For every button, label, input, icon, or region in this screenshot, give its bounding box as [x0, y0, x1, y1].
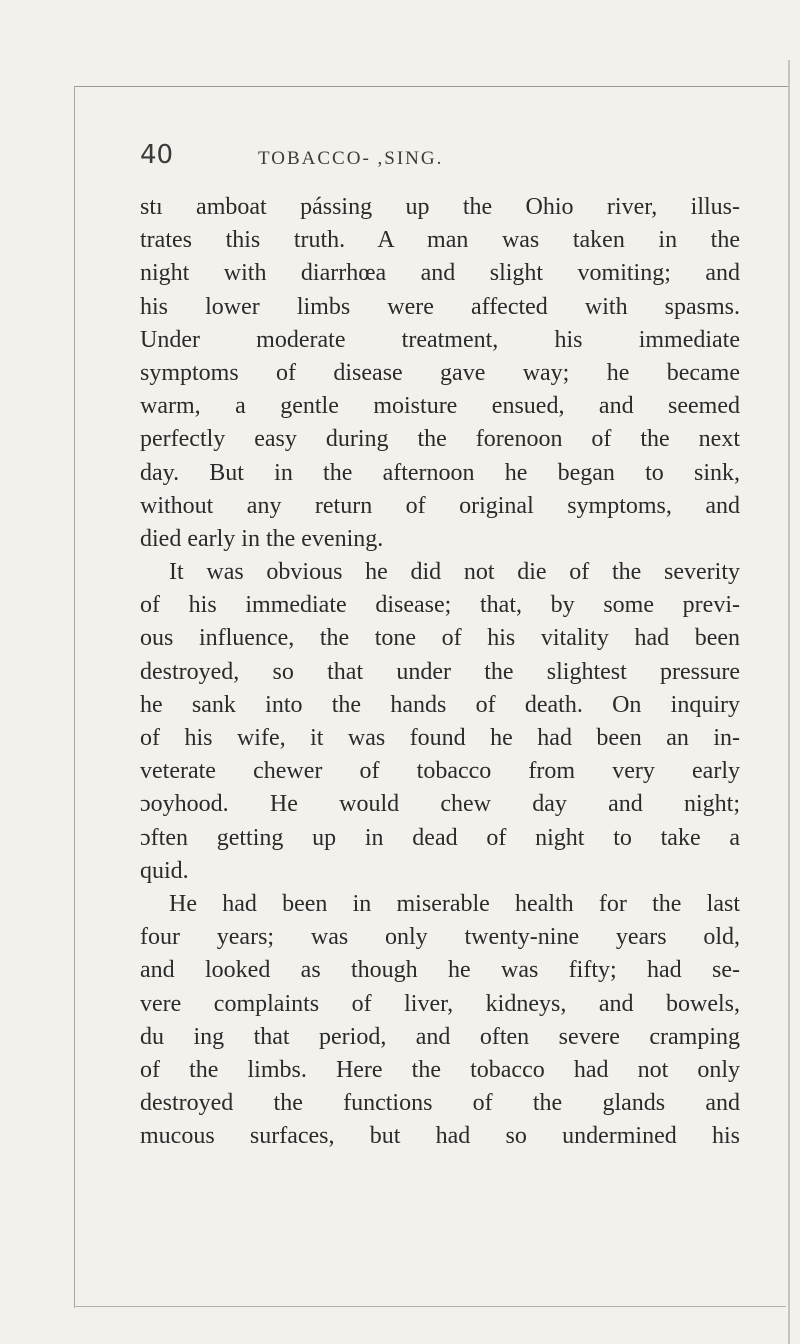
running-title: TOBACCO- ,SING. — [258, 148, 444, 169]
page-border-top — [74, 86, 790, 87]
text-line: perfectly easy during the forenoon of the next — [140, 426, 740, 453]
text-line: ɔften getting up in dead of night to take a — [140, 824, 740, 851]
text-line: destroyed, so that under the slightest pressure — [140, 658, 740, 685]
text-line: stı amboat pássing up the Ohio river, illus- — [140, 194, 740, 220]
text-line: of the limbs. Here the tobacco had not only — [140, 1056, 740, 1083]
text-line: trates this truth. A man was taken in the — [140, 227, 740, 254]
text-line: died early in the evening. — [140, 525, 384, 552]
text-line: It was obvious he did not die of the severity — [169, 559, 740, 586]
body-text — [140, 191, 740, 1153]
text-line: symptoms of disease gave way; he became — [140, 359, 740, 386]
page-border-right — [788, 60, 790, 1344]
text-line: day. But in the afternoon he began to sink, — [140, 459, 740, 486]
text-line: of his immediate disease; that, by some previ- — [140, 592, 740, 619]
text-line: four years; was only twenty-nine years old, — [140, 924, 740, 951]
text-line: his lower limbs were affected with spasms. — [140, 293, 740, 320]
text-line: vere complaints of liver, kidneys, and bowels, — [140, 990, 740, 1017]
text-line: he sank into the hands of death. On inquiry — [140, 691, 740, 718]
text-line: ɔoyhood. He would chew day and night; — [140, 791, 740, 818]
page-border-bottom — [74, 1306, 786, 1307]
text-line: destroyed the functions of the glands and — [140, 1090, 740, 1117]
text-line: night with diarrhœa and slight vomiting; and — [140, 260, 740, 287]
page-number: 40 — [140, 140, 174, 170]
page-border-left — [74, 86, 75, 1308]
text-line: of his wife, it was found he had been an in- — [140, 725, 740, 751]
text-line: He had been in miserable health for the last — [169, 890, 740, 917]
text-line: and looked as though he was fifty; had se- — [140, 957, 740, 984]
text-line: quid. — [140, 857, 189, 884]
text-line: ous influence, the tone of his vitality had been — [140, 625, 740, 652]
text-line: without any return of original symptoms, and — [140, 492, 740, 519]
text-line: mucous surfaces, but had so undermined his — [140, 1123, 740, 1150]
text-line: veterate chewer of tobacco from very early — [140, 758, 740, 785]
text-line: warm, a gentle moisture ensued, and seemed — [140, 393, 740, 420]
text-line: Under moderate treatment, his immediate — [140, 326, 740, 353]
text-line: du ing that period, and often severe cramping — [140, 1023, 740, 1050]
